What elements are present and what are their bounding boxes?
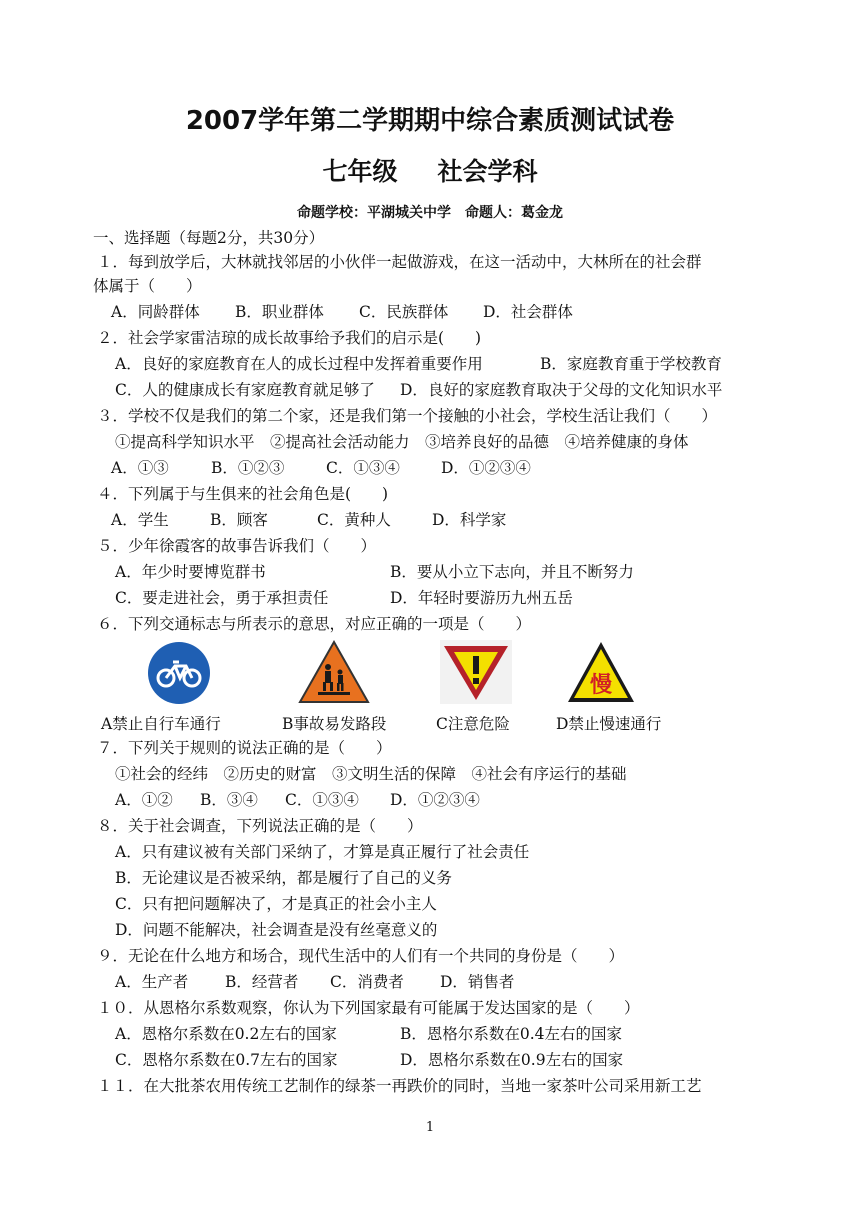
q8-option-a: A．只有建议被有关部门采纳了，才算是真正履行了社会责任 [115, 843, 530, 861]
question-4-stem: ４．下列属于与生俱来的社会角色是( ) [97, 485, 389, 503]
section-heading: 一、选择题（每题2分，共30分） [93, 229, 325, 247]
q8-option-d: D．问题不能解决，社会调查是没有丝毫意义的 [115, 921, 438, 939]
q6-option-c: C注意危险 [436, 715, 510, 733]
q3-option-b: B．①②③ [211, 459, 285, 477]
question-8-stem: ８．关于社会调查，下列说法正确的是（ ） [97, 817, 423, 835]
bicycle-sign-icon [146, 640, 212, 706]
subject-label: 社会学科 [437, 157, 538, 186]
q2-option-a: A．良好的家庭教育在人的成长过程中发挥着重要作用 [115, 355, 483, 373]
question-9-stem: ９．无论在什么地方和场合，现代生活中的人们有一个共同的身份是（ ） [97, 947, 625, 965]
q10-option-a: A．恩格尔系数在0.2左右的国家 [115, 1025, 337, 1043]
question-2-stem: ２．社会学家雷洁琼的成长故事给予我们的启示是( ) [97, 329, 482, 347]
author-line: 命题学校：平湖城关中学 命题人：葛金龙 [297, 205, 563, 221]
q8-option-c: C．只有把问题解决了，才是真正的社会小主人 [115, 895, 437, 913]
question-7-stem: ７．下列关于规则的说法正确的是（ ） [97, 739, 392, 757]
slow-sign-icon [566, 640, 636, 706]
q5-option-a: A．年少时要博览群书 [115, 563, 266, 581]
question-3-stem: ３．学校不仅是我们的第二个家，还是我们第一个接触的小社会，学校生活让我们（ ） [97, 407, 718, 425]
grade-subject-line [0, 152, 860, 188]
q6-option-a: A禁止自行车通行 [101, 715, 221, 733]
q1-option-c: C．民族群体 [359, 303, 449, 321]
q3-option-c: C．①③④ [326, 459, 400, 477]
q4-option-b: B．顾客 [210, 511, 268, 529]
q7-option-c: C．①③④ [285, 791, 359, 809]
question-10-stem: １０．从恩格尔系数观察，你认为下列国家最有可能属于发达国家的是（ ） [97, 999, 640, 1017]
q4-option-a: A．学生 [111, 511, 169, 529]
page-number: 1 [425, 1120, 435, 1135]
q5-option-c: C．要走进社会，勇于承担责任 [115, 589, 329, 607]
slow-sign-char: 慢 [589, 673, 613, 698]
pedestrian-warning-sign-icon [298, 640, 370, 706]
q6-option-b: B事故易发路段 [282, 715, 387, 733]
question-6-stem: ６．下列交通标志与所表示的意思，对应正确的一项是（ ） [97, 615, 532, 633]
grade-label: 七年级 [322, 157, 398, 186]
question-1-stem-line1: １．每到放学后，大林就找邻居的小伙伴一起做游戏，在这一活动中，大林所在的社会群 [97, 253, 702, 271]
question-7-items: ①社会的经纬 ②历史的财富 ③文明生活的保障 ④社会有序运行的基础 [115, 765, 627, 783]
question-5-stem: ５．少年徐霞客的故事告诉我们（ ） [97, 537, 377, 555]
q7-option-a: A．①② [115, 791, 173, 809]
exam-title: 2007学年第二学期期中综合素质测试试卷 [185, 106, 675, 136]
q2-option-d: D．良好的家庭教育取决于父母的文化知识水平 [400, 381, 723, 399]
q1-option-b: B．职业群体 [235, 303, 324, 321]
q4-option-d: D．科学家 [432, 511, 507, 529]
q9-option-c: C．消费者 [330, 973, 404, 991]
q1-option-d: D．社会群体 [483, 303, 573, 321]
danger-sign-icon [440, 640, 512, 704]
question-3-items: ①提高科学知识水平 ②提高社会活动能力 ③培养良好的品德 ④培养健康的身体 [115, 433, 689, 451]
q6-option-d: D禁止慢速通行 [556, 715, 662, 733]
q7-option-b: B．③④ [200, 791, 258, 809]
q5-option-d: D．年轻时要游历九州五岳 [390, 589, 573, 607]
q10-option-d: D．恩格尔系数在0.9左右的国家 [400, 1051, 624, 1069]
q9-option-a: A．生产者 [115, 973, 189, 991]
q9-option-d: D．销售者 [440, 973, 515, 991]
q7-option-d: D．①②③④ [390, 791, 480, 809]
q3-option-d: D．①②③④ [441, 459, 531, 477]
question-1-stem-line2: 体属于（ ） [93, 277, 202, 295]
q1-option-a: A．同龄群体 [111, 303, 200, 321]
q3-option-a: A．①③ [111, 459, 169, 477]
q8-option-b: B．无论建议是否被采纳，都是履行了自己的义务 [115, 869, 452, 887]
q4-option-c: C．黄种人 [317, 511, 391, 529]
q10-option-c: C．恩格尔系数在0.7左右的国家 [115, 1051, 338, 1069]
q10-option-b: B．恩格尔系数在0.4左右的国家 [400, 1025, 623, 1043]
traffic-signs-row [0, 640, 860, 712]
q2-option-b: B．家庭教育重于学校教育 [540, 355, 722, 373]
q5-option-b: B．要从小立下志向，并且不断努力 [390, 563, 634, 581]
q2-option-c: C．人的健康成长有家庭教育就足够了 [115, 381, 375, 399]
question-11-stem: １１．在大批茶农用传统工艺制作的绿茶一再跌价的同时，当地一家茶叶公司采用新工艺 [97, 1077, 702, 1095]
q9-option-b: B．经营者 [225, 973, 299, 991]
